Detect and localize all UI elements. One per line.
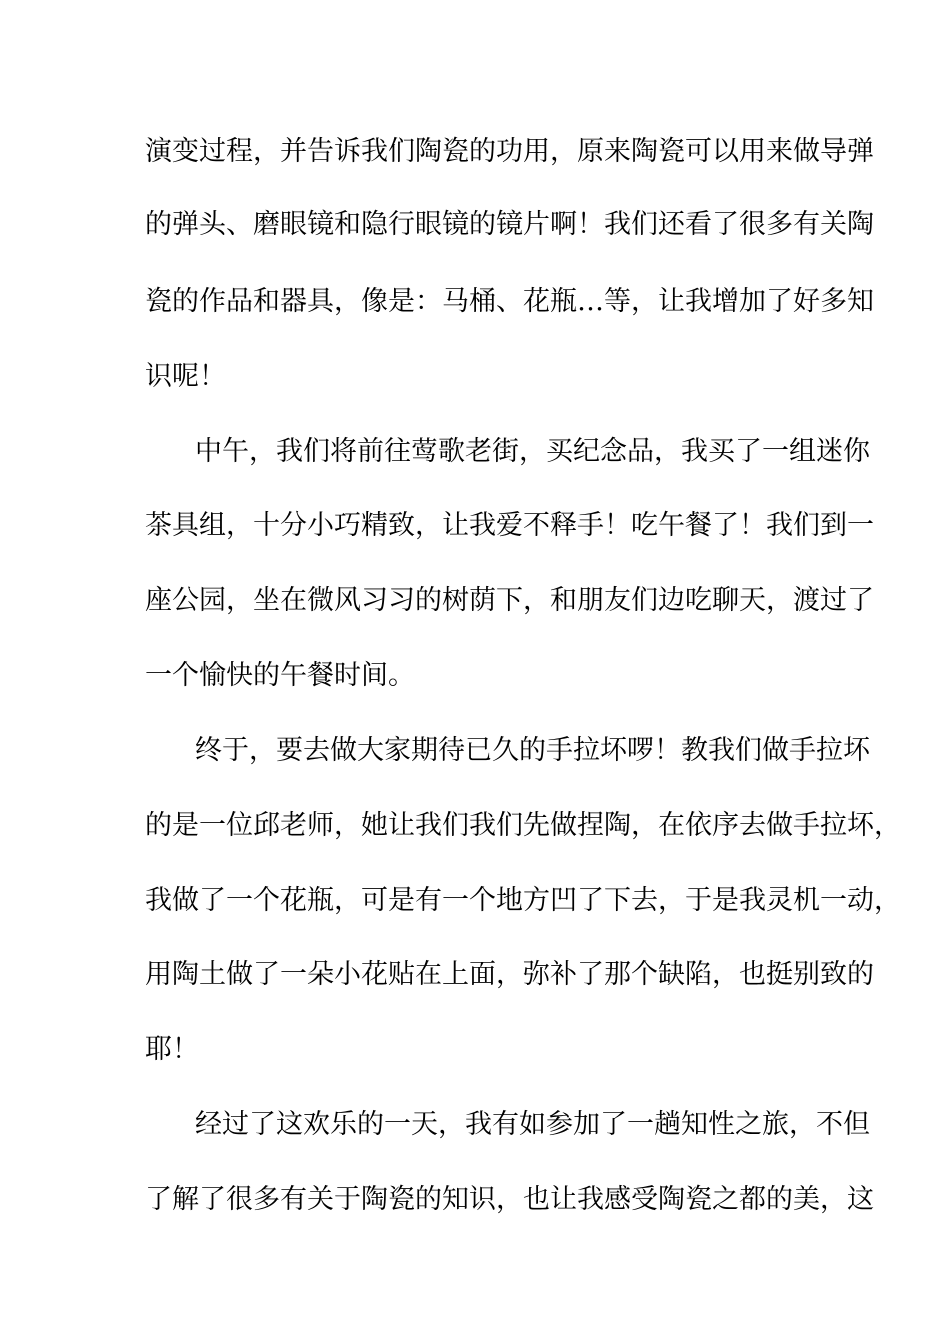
text-line: 演变过程，并告诉我们陶瓷的功用，原来陶瓷可以用来做导弹: [145, 136, 874, 167]
text-line: 座公园，坐在微风习习的树荫下，和朋友们边吃聊天，渡过了: [145, 585, 874, 616]
text-line: 终于，要去做大家期待已久的手拉坏啰！教我们做手拉坏: [195, 735, 870, 766]
text-line: 用陶土做了一朵小花贴在上面，弥补了那个缺陷，也挺别致的: [145, 959, 874, 990]
text-line: 中午，我们将前往莺歌老街，买纪念品，我买了一组迷你: [195, 436, 870, 467]
text-line: 的是一位邱老师，她让我们我们先做捏陶，在依序去做手拉坏，: [145, 810, 901, 841]
text-line: 一个愉快的午餐时间。: [145, 660, 415, 691]
text-line: 了解了很多有关于陶瓷的知识，也让我感受陶瓷之都的美，这: [145, 1184, 874, 1215]
text-line: 茶具组，十分小巧精致，让我爱不释手！吃午餐了！我们到一: [145, 510, 874, 541]
text-line: 瓷的作品和器具，像是：马桶、花瓶…等，让我增加了好多知: [145, 286, 874, 317]
text-line: 识呢！: [145, 361, 226, 392]
text-line: 耶！: [145, 1034, 199, 1065]
text-line: 我做了一个花瓶，可是有一个地方凹了下去，于是我灵机一动，: [145, 885, 901, 916]
text-line: 的弹头、磨眼镜和隐行眼镜的镜片啊！我们还看了很多有关陶: [145, 209, 874, 240]
text-line: 经过了这欢乐的一天，我有如参加了一趟知性之旅，不但: [195, 1109, 870, 1140]
